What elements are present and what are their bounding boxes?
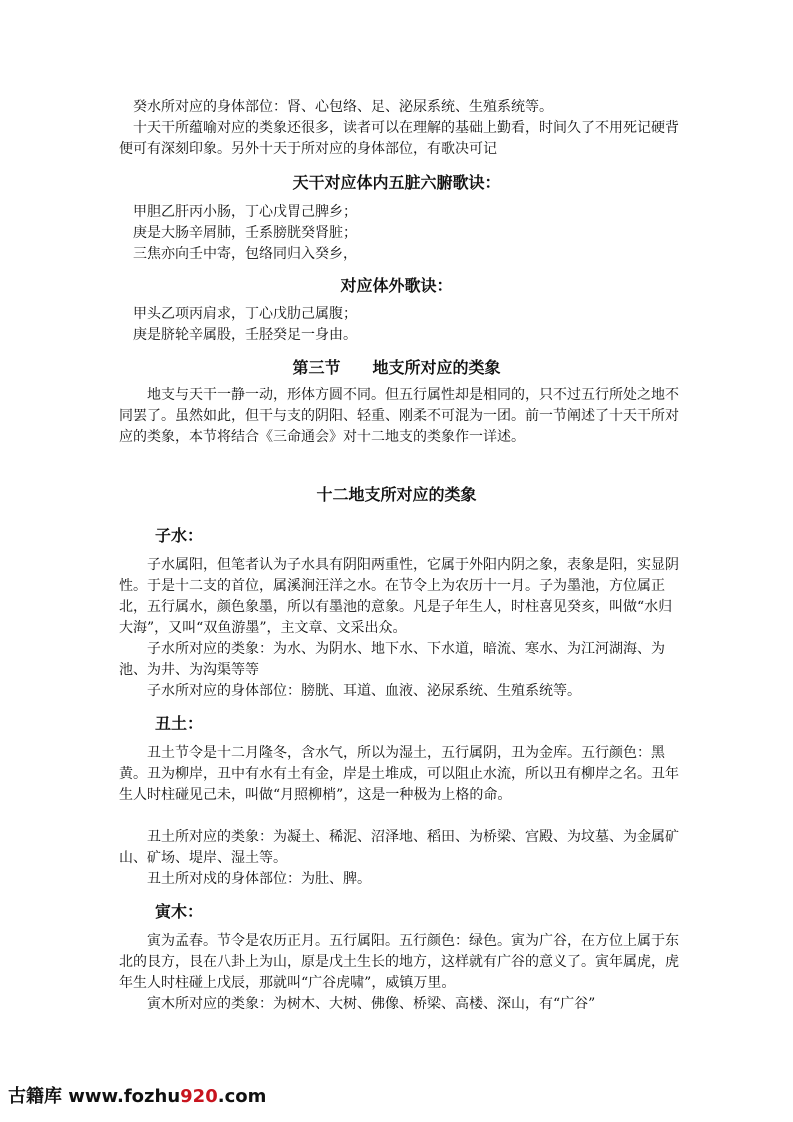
intro-paragraph: 地支与天干一静一动，形体方圆不同。但五行属性却是相同的，只不过五行所处之地不同罢了。虽然如此，但干与支的阴阳、轻重、刚柔不可混为一团。前一节阐述了十天干所对应的类象，本节将结合《三命通会》对十二地支的类象作一详述。: [119, 387, 679, 445]
body-paragraph: 子水属阳，但笔者认为子水具有阴阳两重性，它属于外阳内阴之象，表象是阳，实显阴性。于是十二支的首位，属溪涧汪洋之水。在节令上为农历十一月。子为墨池，方位属正北，五行属水，颜色象墨，所以有墨池的意象。凡是子年生人，时柱喜见癸亥，叫做“水归大海”，又叫“双鱼游墨”，主文章、文采出众。: [119, 557, 679, 636]
verse-line: 甲头乙项丙肩求，丁心戊肋己属腹；: [133, 306, 357, 322]
section-heading: 天干对应体内五脏六腑歌诀：: [292, 173, 501, 192]
chapter-heading: 第三节 地支所对应的类象: [292, 358, 501, 377]
body-paragraph: 子水所对应的类象：为水、为阴水、地下水、下水道，暗流、寒水、为江河湖海、为池、为井、为沟渠等等: [119, 641, 665, 678]
body-paragraph: 子水所对应的身体部位：膀胱、耳道、血液、泌尿系统、生殖系统等。: [147, 683, 581, 699]
watermark-domain: .com: [217, 1086, 267, 1107]
branch-heading: 寅木：: [155, 902, 204, 921]
text-line: 癸水所对应的身体部位：肾、心包络、足、泌尿系统、生殖系统等。: [133, 99, 553, 115]
body-paragraph: 寅木所对应的类象：为树木、大树、佛像、桥梁、高楼、深山，有“广谷”: [147, 996, 596, 1012]
chapter-subtitle: 十二地支所对应的类象: [316, 485, 477, 504]
body-paragraph: 丑土所对戍的身体部位：为肚、脾。: [147, 871, 371, 887]
verse-line: 庚是脐轮辛属股，壬胫癸足一身由。: [133, 327, 357, 343]
branch-heading: 子水：: [155, 526, 204, 545]
watermark-number: 920: [180, 1086, 218, 1107]
body-paragraph: 寅为孟春。节令是农历正月。五行属阳。五行颜色：绿色。寅为广谷，在方位上属于东北的艮方，艮在八卦上为山，原是戊土生长的地方，这样就有广谷的意义了。寅年属虎，虎年生人时柱碰上戊辰，那就叫“广谷虎啸”，威镇万里。: [119, 933, 679, 991]
verse-line: 庚是大肠辛屑肺，壬系膀胱癸肾脏；: [133, 225, 357, 241]
watermark-site: 古籍库 www.fozhu: [8, 1086, 181, 1107]
site-watermark: [8, 1085, 266, 1109]
body-paragraph: 丑土所对应的类象：为凝土、稀泥、沼泽地、稻田、为桥梁、宫殿、为坟墓、为金属矿山、矿场、堤岸、湿土等。: [119, 829, 679, 866]
verse-line: 甲胆乙肝丙小肠，丁心戊胃己脾乡；: [133, 204, 357, 220]
branch-heading: 丑土：: [155, 714, 204, 733]
verse-line: 三焦亦向壬中寄，包络同归入癸乡，: [133, 246, 357, 262]
section-heading: 对应体外歌诀：: [340, 276, 453, 295]
text-paragraph: 十天干所蕴喻对应的类象还很多，读者可以在理解的基础上勤看，时间久了不用死记硬背便可有深刻印象。另外十天于所对应的身体部位，有歌决可记: [119, 120, 679, 157]
body-paragraph: 丑土节令是十二月隆冬，含水气，所以为湿土，五行属阴，丑为金库。五行颜色：黑黄。丑为柳岸，丑中有水有土有金，岸是土堆成，可以阻止水流，所以丑有柳岸之名。丑年生人时柱碰见己未，叫做“月照柳梢”，这是一种极为上格的命。: [119, 745, 679, 803]
